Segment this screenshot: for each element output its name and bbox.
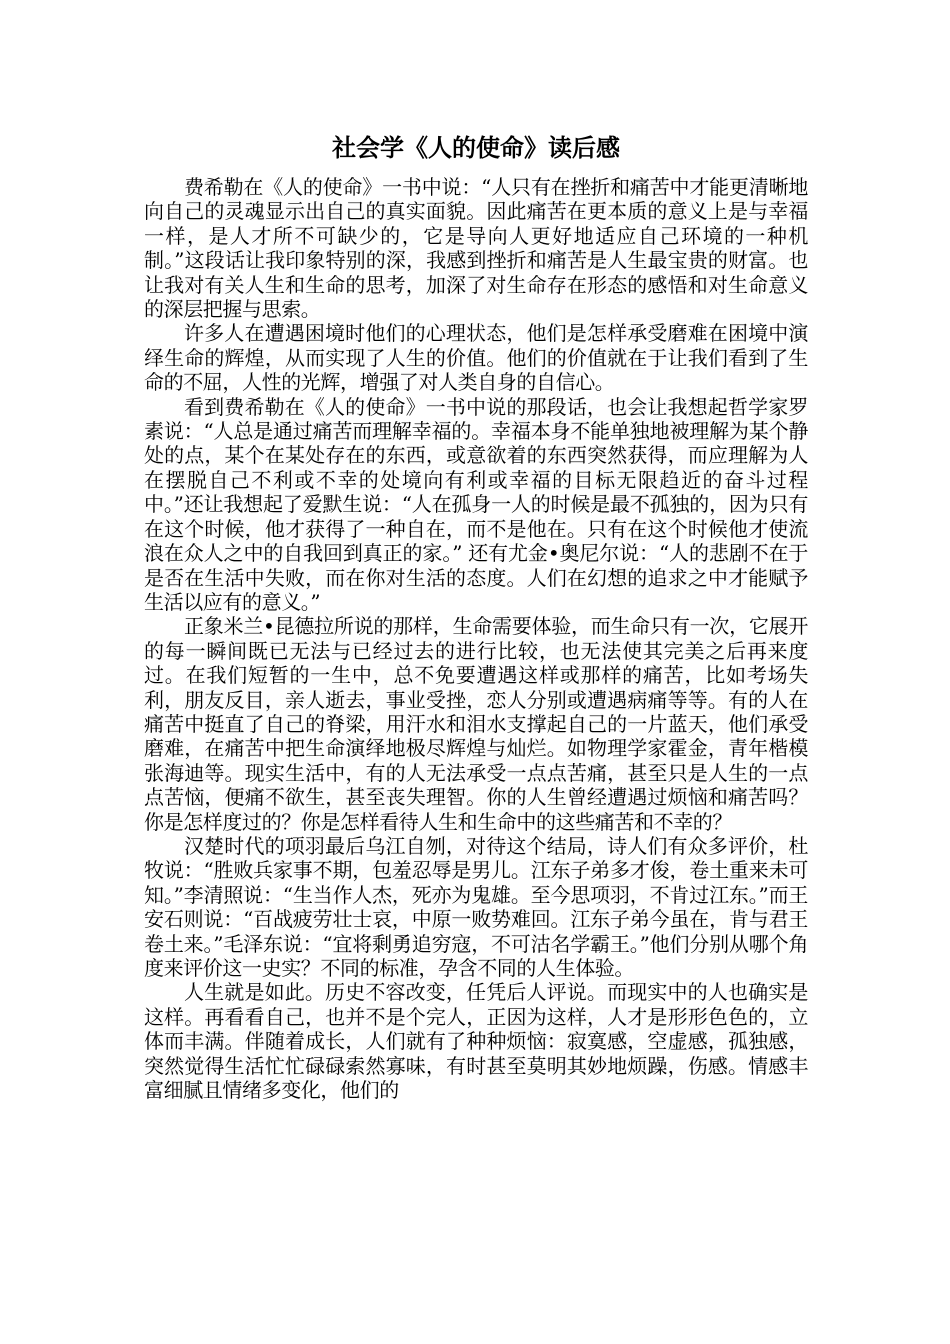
- paragraph-4: 正象米兰•昆德拉所说的那样，生命需要体验，而生命只有一次，它展开的每一瞬间既已无法与已经过去的进行比较，也无法使其完美之后再来度过。在我们短暂的一生中，总不免要遭遇这样或那样的痛苦，比如考场失利，朋友反目，亲人逝去，事业受挫，恋人分别或遭遇病痛等等。有的人在痛苦中挺直了自己的脊梁，用汗水和泪水支撑起自己的一片蓝天，他们承受磨难，在痛苦中把生命演绎地极尽辉煌与灿烂。如物理学家霍金，青年楷模张海迪等。现实生活中，有的人无法承受一点点苦痛，甚至只是人生的一点点苦恼，便痛不欲生，甚至丧失理智。你的人生曾经遭遇过烦恼和痛苦吗？你是怎样度过的？你是怎样看待人生和生命中的这些痛苦和不幸的？: [144, 614, 808, 834]
- paragraph-5: 汉楚时代的项羽最后乌江自刎，对待这个结局，诗人们有众多评价，杜牧说：“胜败兵家事不期，包羞忍辱是男儿。江东子弟多才俊，卷土重来未可知。”李清照说：“生当作人杰，死亦为鬼雄。至今思项羽，不肯过江东。”而王安石则说：“百战疲劳壮士哀，中原一败势难回。江东子弟今虽在，肯与君王卷土来。”毛泽东说：“宜将剩勇追穷寇，不可沽名学霸王。”他们分别从哪个角度来评价这一史实？不同的标准，孕含不同的人生体验。: [144, 833, 808, 980]
- document-body: [144, 133, 808, 1102]
- paragraph-3: 看到费希勒在《人的使命》一书中说的那段话，也会让我想起哲学家罗素说：“人总是通过痛苦而理解幸福的。幸福本身不能单独地被理解为某个静处的点，某个在某处存在的东西，或意欲着的东西突然获得，而应理解为人在摆脱自己不利或不幸的处境向有利或幸福的目标无限趋近的奋斗过程中。”还让我想起了爱默生说：“人在孤身一人的时候是最不孤独的，因为只有在这个时候，他才获得了一种自在，而不是他在。只有在这个时候他才使流浪在众人之中的自我回到真正的家。” 还有尤金•奥尼尔说：“人的悲剧不在于是否在生活中失败，而在你对生活的态度。人们在幻想的追求之中才能赋予生活以应有的意义。”: [144, 394, 808, 614]
- paragraph-1: 费希勒在《人的使命》一书中说：“人只有在挫折和痛苦中才能更清晰地向自己的灵魂显示出自己的真实面貌。因此痛苦在更本质的意义上是与幸福一样，是人才所不可缺少的，它是导向人更好地适应自己环境的一种机制。”这段话让我印象特别的深，我感到挫折和痛苦是人生最宝贵的财富。也让我对有关人生和生命的思考，加深了对生命存在形态的感悟和对生命意义的深层把握与思索。: [144, 175, 808, 322]
- paragraph-6: 人生就是如此。历史不容改变，任凭后人评说。而现实中的人也确实是这样。再看看自己，也并不是个完人，正因为这样，人才是形形色色的，立体而丰满。伴随着成长，人们就有了种种烦恼：寂寞感，空虚感，孤独感，突然觉得生活忙忙碌碌索然寡味，有时甚至莫明其妙地烦躁，伤感。情感丰富细腻且情绪多变化，他们的: [144, 980, 808, 1103]
- paragraph-2: 许多人在遭遇困境时他们的心理状态，他们是怎样承受磨难在困境中演绎生命的辉煌，从而实现了人生的价值。他们的价值就在于让我们看到了生命的不屈，人性的光辉，增强了对人类自身的自信心。: [144, 321, 808, 395]
- document-title: 社会学《人的使命》读后感: [332, 133, 620, 162]
